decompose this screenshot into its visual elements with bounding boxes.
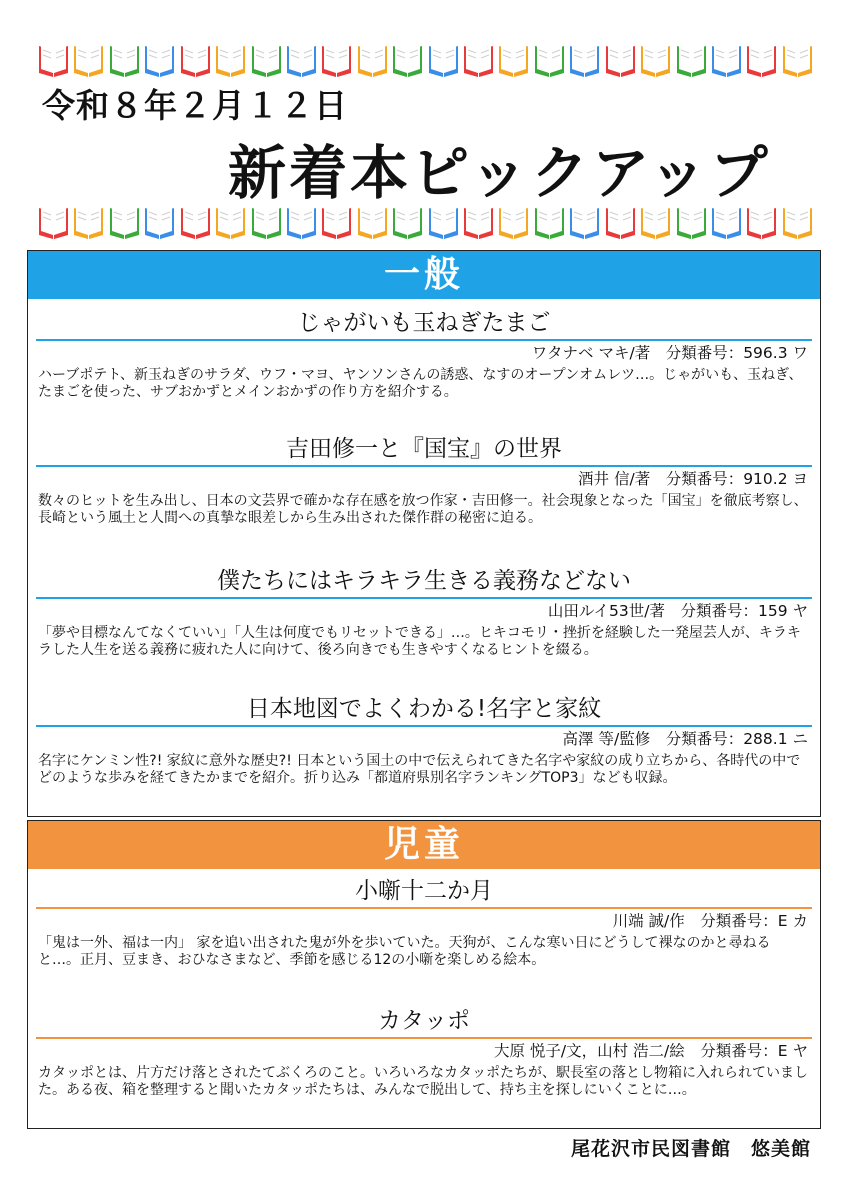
- book-title: 日本地図でよくわかる!名字と家紋: [246, 696, 602, 722]
- open-book-icon: [180, 40, 211, 80]
- open-book-icon: [605, 202, 636, 242]
- open-book-icon: [746, 202, 777, 242]
- open-book-icon: [392, 202, 423, 242]
- open-book-icon: [534, 40, 565, 80]
- section-general: [27, 250, 821, 817]
- book-title: 僕たちにはキラキラ生きる義務などない: [217, 568, 631, 594]
- book-meta: 高澤 等/監修 分類番号：288.1 ニ: [562, 730, 808, 748]
- book-decoration-top: [38, 40, 813, 80]
- open-book-icon: [38, 202, 69, 242]
- section-children: [27, 820, 821, 1129]
- book-description: ハーブポテト、新玉ねぎのサラダ、ウフ・マヨ、ヤンソンさんの誘惑、なすのオープンオムレツ…。じゃがいも、玉ねぎ、たまごを使った、サブおかずとメインおかずの作り方を紹介する。: [38, 367, 803, 400]
- open-book-icon: [357, 40, 388, 80]
- book-entry: [28, 307, 820, 401]
- book-description: 「夢や目標なんてなくていい」「人生は何度でもリセットできる」…。ヒキコモリ・挫折を経験した一発屋芸人が、キラキラした人生を送る義務に疲れた人に向けて、後ろ向きでも生きやすくなるヒントを綴る。: [38, 625, 801, 658]
- book-meta: 川端 誠/作 分類番号：E カ: [612, 912, 808, 930]
- open-book-icon: [605, 40, 636, 80]
- open-book-icon: [215, 40, 246, 80]
- open-book-icon: [180, 202, 211, 242]
- book-meta: 山田ルイ53世/著 分類番号：159 ヤ: [547, 602, 808, 620]
- open-book-icon: [215, 202, 246, 242]
- book-entry: [28, 693, 820, 787]
- open-book-icon: [321, 202, 352, 242]
- open-book-icon: [73, 40, 104, 80]
- open-book-icon: [782, 40, 813, 80]
- open-book-icon: [569, 202, 600, 242]
- page-title: 新着本ピックアップ: [228, 139, 771, 207]
- book-description: カタッポとは、片方だけ落とされたてぶくろのこと。いろいろなカタッポたちが、駅長室の落とし物箱に入れられていました。ある夜、箱を整理すると聞いたカタッポたちは、みんなで脱出して、持ち主を探しにいくことに…。: [38, 1065, 808, 1098]
- open-book-icon: [676, 202, 707, 242]
- open-book-icon: [144, 40, 175, 80]
- issue-date: 令和８年２月１２日: [42, 86, 348, 125]
- open-book-icon: [463, 40, 494, 80]
- open-book-icon: [109, 202, 140, 242]
- book-title: 小噺十二か月: [355, 878, 493, 904]
- open-book-icon: [251, 40, 282, 80]
- book-title: カタッポ: [378, 1008, 470, 1034]
- book-entry: [28, 1005, 820, 1099]
- section-heading: 児童: [28, 821, 820, 869]
- open-book-icon: [782, 202, 813, 242]
- book-title: じゃがいも玉ねぎたまご: [297, 310, 551, 336]
- open-book-icon: [569, 40, 600, 80]
- section-heading: 一般: [28, 251, 820, 299]
- book-entry: [28, 433, 820, 527]
- book-decoration-bottom: [38, 202, 813, 242]
- open-book-icon: [321, 40, 352, 80]
- book-entry: [28, 565, 820, 659]
- open-book-icon: [109, 40, 140, 80]
- open-book-icon: [38, 40, 69, 80]
- open-book-icon: [73, 202, 104, 242]
- open-book-icon: [251, 202, 282, 242]
- open-book-icon: [640, 202, 671, 242]
- open-book-icon: [640, 40, 671, 80]
- open-book-icon: [534, 202, 565, 242]
- open-book-icon: [676, 40, 707, 80]
- open-book-icon: [428, 202, 459, 242]
- book-meta: 大原 悦子/文，山村 浩二/絵 分類番号：E ヤ: [493, 1042, 808, 1060]
- book-title: 吉田修一と『国宝』の世界: [286, 436, 562, 462]
- open-book-icon: [392, 40, 423, 80]
- open-book-icon: [428, 40, 459, 80]
- book-description: 「鬼は一外、福は一内」 家を追い出された鬼が外を歩いていた。天狗が、こんな寒い日にどうして裸なのかと尋ねると…。正月、豆まき、おひなさまなど、季節を感じる12の小噺を楽しめる絵本。: [38, 935, 771, 968]
- open-book-icon: [357, 202, 388, 242]
- library-name: 尾花沢市民図書館 悠美館: [570, 1138, 811, 1160]
- open-book-icon: [711, 40, 742, 80]
- open-book-icon: [286, 40, 317, 80]
- open-book-icon: [498, 202, 529, 242]
- open-book-icon: [463, 202, 494, 242]
- open-book-icon: [144, 202, 175, 242]
- open-book-icon: [286, 202, 317, 242]
- open-book-icon: [711, 202, 742, 242]
- book-description: 名字にケンミン性?! 家紋に意外な歴史?! 日本という国土の中で伝えられてきた名字や家紋の成り立ちから、各時代の中でどのような歩みを経てきたかまでを紹介。折り込み「都道府県別名字ランキングTOP3」なども収録。: [38, 753, 801, 786]
- open-book-icon: [746, 40, 777, 80]
- book-entry: [28, 875, 820, 969]
- open-book-icon: [498, 40, 529, 80]
- book-meta: ワタナベ マキ/著 分類番号：596.3 ワ: [531, 344, 808, 362]
- book-meta: 酒井 信/著 分類番号：910.2 ヨ: [578, 470, 808, 488]
- book-description: 数々のヒットを生み出し、日本の文芸界で確かな存在感を放つ作家・吉田修一。社会現象となった「国宝」を徹底考察し、長崎という風土と人間への真摯な眼差しから生み出された傑作群の秘密に迫る。: [38, 493, 808, 526]
